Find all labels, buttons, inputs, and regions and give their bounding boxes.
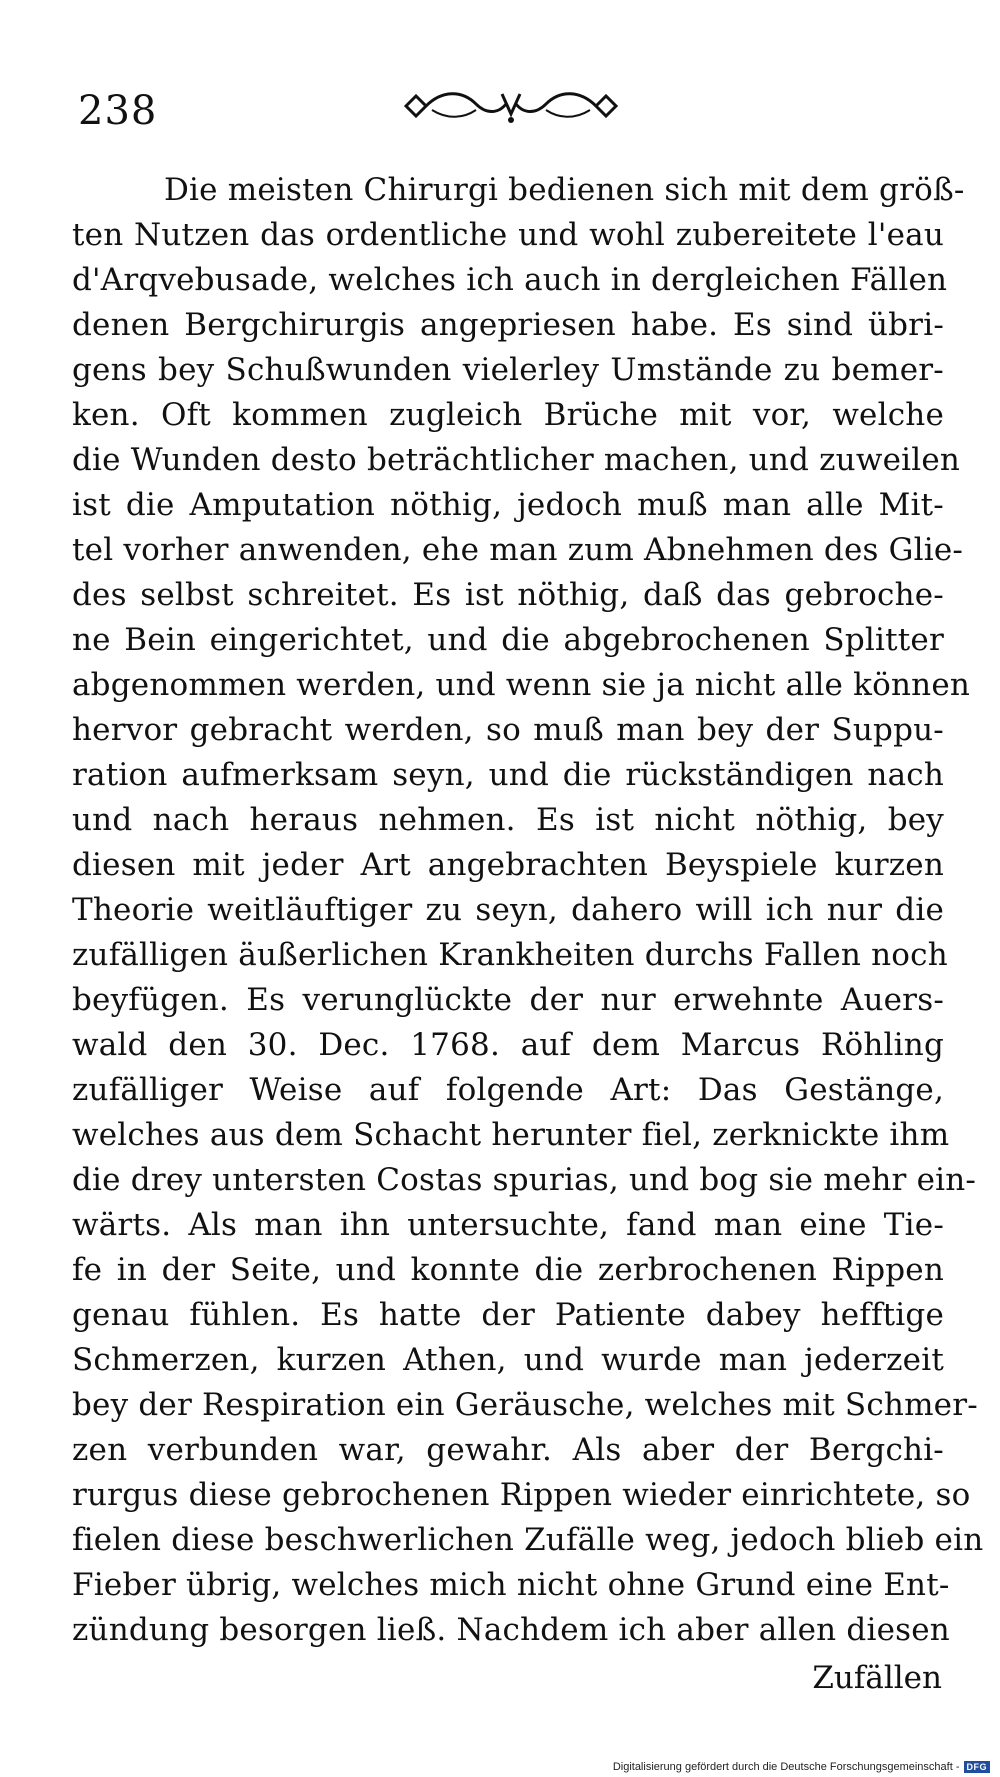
text-line: und nach heraus nehmen. Es ist nicht nöthig, bey xyxy=(72,802,944,838)
text-line: zufälligen äußerlichen Krankheiten durchs Fallen noch xyxy=(72,937,948,973)
text-line: Theorie weitläuftiger zu seyn, dahero will ich nur die xyxy=(72,892,944,928)
text-line: fe in der Seite, und konnte die zerbrochenen Rippen xyxy=(72,1252,944,1288)
page-number: 238 xyxy=(78,88,158,134)
text-line: Die meisten Chirurgi bedienen sich mit dem größ- xyxy=(164,172,965,208)
text-line: fielen diese beschwerlichen Zufälle weg, jedoch blieb ein xyxy=(72,1522,984,1558)
text-line: hervor gebracht werden, so muß man bey der Suppu- xyxy=(72,712,944,748)
text-line: die drey untersten Costas spurias, und bog sie mehr ein- xyxy=(72,1162,977,1198)
ornament-icon xyxy=(402,84,620,128)
catchword: Zufällen xyxy=(812,1660,942,1696)
text-line: genau fühlen. Es hatte der Patiente dabey hefftige xyxy=(72,1297,944,1333)
text-line: des selbst schreitet. Es ist nöthig, daß das gebroche- xyxy=(72,577,944,613)
text-line: tel vorher anwenden, ehe man zum Abnehmen des Glie- xyxy=(72,532,964,568)
text-line: ne Bein eingerichtet, und die abgebrochenen Splitter xyxy=(72,622,944,658)
footer-text: Digitalisierung gefördert durch die Deutsche Forschungsgemeinschaft - xyxy=(612,1761,960,1773)
text-line: abgenommen werden, und wenn sie ja nicht alle können xyxy=(72,667,971,703)
text-line: rurgus diese gebrochenen Rippen wieder einrichtete, so xyxy=(72,1477,971,1513)
text-line: welches aus dem Schacht herunter fiel, zerknickte ihm xyxy=(72,1117,950,1153)
text-line: d'Arqvebusade, welches ich auch in dergleichen Fällen xyxy=(72,262,948,298)
text-line: die Wunden desto beträchtlicher machen, und zuweilen xyxy=(72,442,961,478)
funding-footer xyxy=(613,1761,990,1773)
text-line: zen verbunden war, gewahr. Als aber der Bergchi- xyxy=(72,1432,944,1468)
body-text xyxy=(72,168,984,1653)
text-line: zündung besorgen ließ. Nachdem ich aber allen diesen xyxy=(72,1612,950,1648)
text-line: wald den 30. Dec. 1768. auf dem Marcus Röhling xyxy=(72,1027,944,1063)
text-line: diesen mit jeder Art angebrachten Beyspiele kurzen xyxy=(72,847,944,883)
text-line: Schmerzen, kurzen Athen, und wurde man jederzeit xyxy=(72,1342,944,1378)
text-line: bey der Respiration ein Geräusche, welches mit Schmer- xyxy=(72,1387,978,1423)
text-line: gens bey Schußwunden vielerley Umstände zu bemer- xyxy=(72,352,944,388)
text-line: zufälliger Weise auf folgende Art: Das Gestänge, xyxy=(72,1072,944,1108)
text-line: ken. Oft kommen zugleich Brüche mit vor, welche xyxy=(72,397,944,433)
dfg-logo-icon: DFG xyxy=(964,1761,991,1773)
text-line: ist die Amputation nöthig, jedoch muß man alle Mit- xyxy=(72,487,944,523)
text-line: wärts. Als man ihn untersuchte, fand man eine Tie- xyxy=(72,1207,944,1243)
text-line: ration aufmerksam seyn, und die rückständigen nach xyxy=(72,757,944,793)
text-line: Fieber übrig, welches mich nicht ohne Grund eine Ent- xyxy=(72,1567,950,1603)
text-line: ten Nutzen das ordentliche und wohl zubereitete l'eau xyxy=(72,217,944,253)
text-line: denen Bergchirurgis angepriesen habe. Es sind übri- xyxy=(72,307,944,343)
text-line: beyfügen. Es verunglückte der nur erwehnte Auers- xyxy=(72,982,944,1018)
